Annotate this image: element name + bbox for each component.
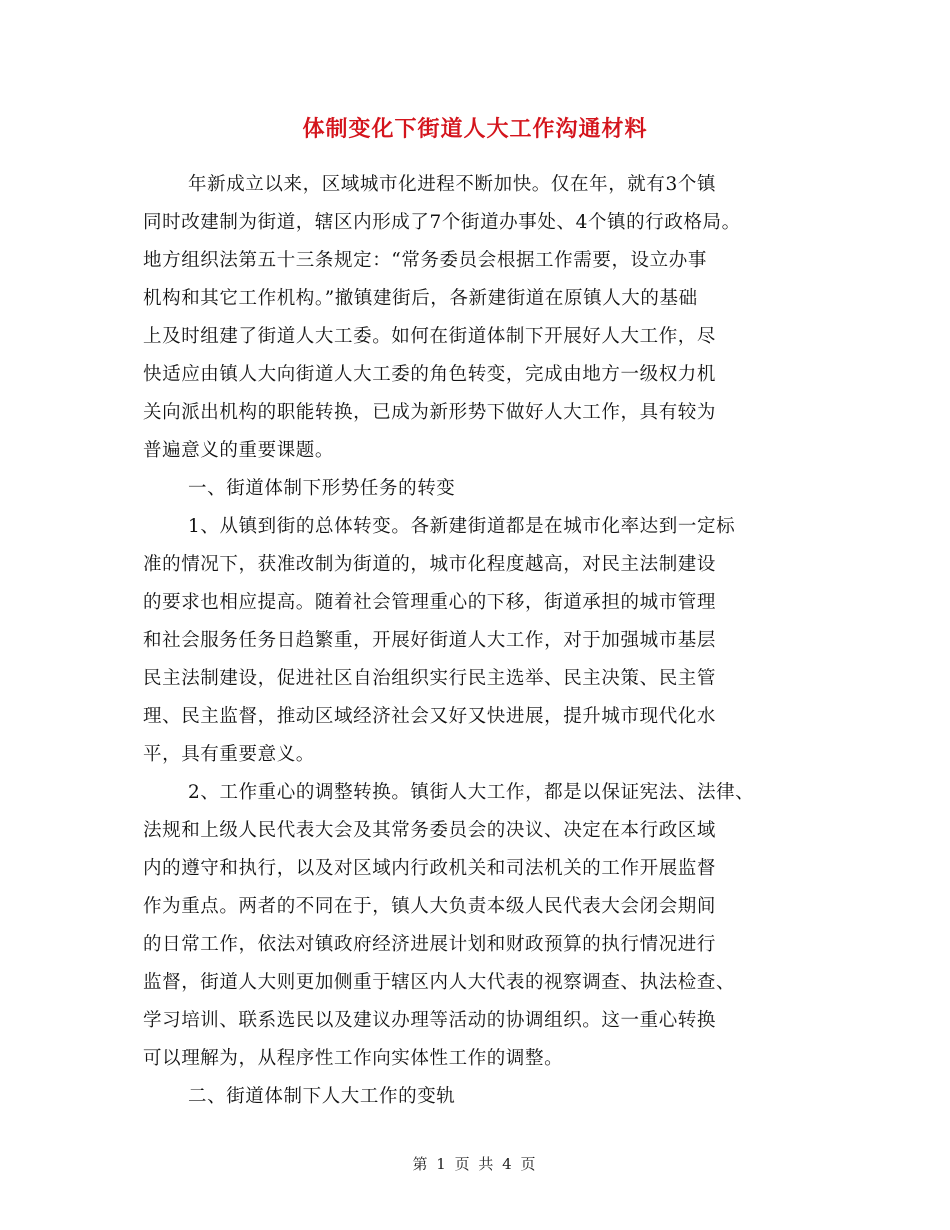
paragraph-line: 和社会服务任务日趋繁重，开展好街道人大工作，对于加强城市基层 [143, 630, 717, 651]
paragraph-line: 年新成立以来，区域城市化进程不断加快。仅在年，就有3个镇 [188, 174, 717, 195]
page-number-footer: 第 1 页 共 4 页 [412, 1155, 538, 1173]
section-heading: 一、街道体制下形势任务的转变 [188, 478, 456, 499]
paragraph-line: 的要求也相应提高。随着社会管理重心的下移，街道承担的城市管理 [143, 592, 717, 613]
paragraph-line: 内的遵守和执行，以及对区域内行政机关和司法机关的工作开展监督 [143, 858, 717, 879]
document-title: 体制变化下街道人大工作沟通材料 [302, 116, 648, 142]
section-heading: 二、街道体制下人大工作的变轨 [188, 1086, 456, 1107]
paragraph-line: 可以理解为，从程序性工作向实体性工作的调整。 [143, 1048, 564, 1069]
paragraph-line: 同时改建制为街道，辖区内形成了7个街道办事处、4个镇的行政格局。 [143, 212, 741, 233]
paragraph-line: 关向派出机构的职能转换，已成为新形势下做好人大工作，具有较为 [143, 402, 717, 423]
paragraph-line: 法规和上级人民代表大会及其常务委员会的决议、决定在本行政区域 [143, 820, 717, 841]
paragraph-line: 快适应由镇人大向街道人大工委的角色转变，完成由地方一级权力机 [143, 364, 717, 385]
paragraph-line: 2、工作重心的调整转换。镇街人大工作，都是以保证宪法、法律、 [188, 782, 755, 803]
paragraph-line: 学习培训、联系选民以及建议办理等活动的协调组织。这一重心转换 [143, 1010, 717, 1031]
paragraph-line: 准的情况下，获准改制为街道的，城市化程度越高，对民主法制建设 [143, 554, 717, 575]
paragraph-line: 监督，街道人大则更加侧重于辖区内人大代表的视察调查、执法检查、 [143, 972, 736, 993]
paragraph-line: 机构和其它工作机构。”撤镇建街后，各新建街道在原镇人大的基础 [143, 288, 698, 309]
document-body [143, 166, 843, 1116]
paragraph-line: 地方组织法第五十三条规定：“常务委员会根据工作需要，设立办事 [143, 250, 707, 271]
paragraph-line: 平，具有重要意义。 [143, 744, 315, 765]
paragraph-line: 普遍意义的重要课题。 [143, 440, 335, 461]
paragraph-line: 理、民主监督，推动区域经济社会又好又快进展，提升城市现代化水 [143, 706, 717, 727]
paragraph-line: 民主法制建设，促进社区自治组织实行民主选举、民主决策、民主管 [143, 668, 717, 689]
paragraph-line: 1、从镇到街的总体转变。各新建街道都是在城市化率达到一定标 [188, 516, 736, 537]
paragraph-line: 的日常工作，依法对镇政府经济进展计划和财政预算的执行情况进行 [143, 934, 717, 955]
paragraph-line: 上及时组建了街道人大工委。如何在街道体制下开展好人大工作，尽 [143, 326, 717, 347]
paragraph-line: 作为重点。两者的不同在于，镇人大负责本级人民代表大会闭会期间 [143, 896, 717, 917]
